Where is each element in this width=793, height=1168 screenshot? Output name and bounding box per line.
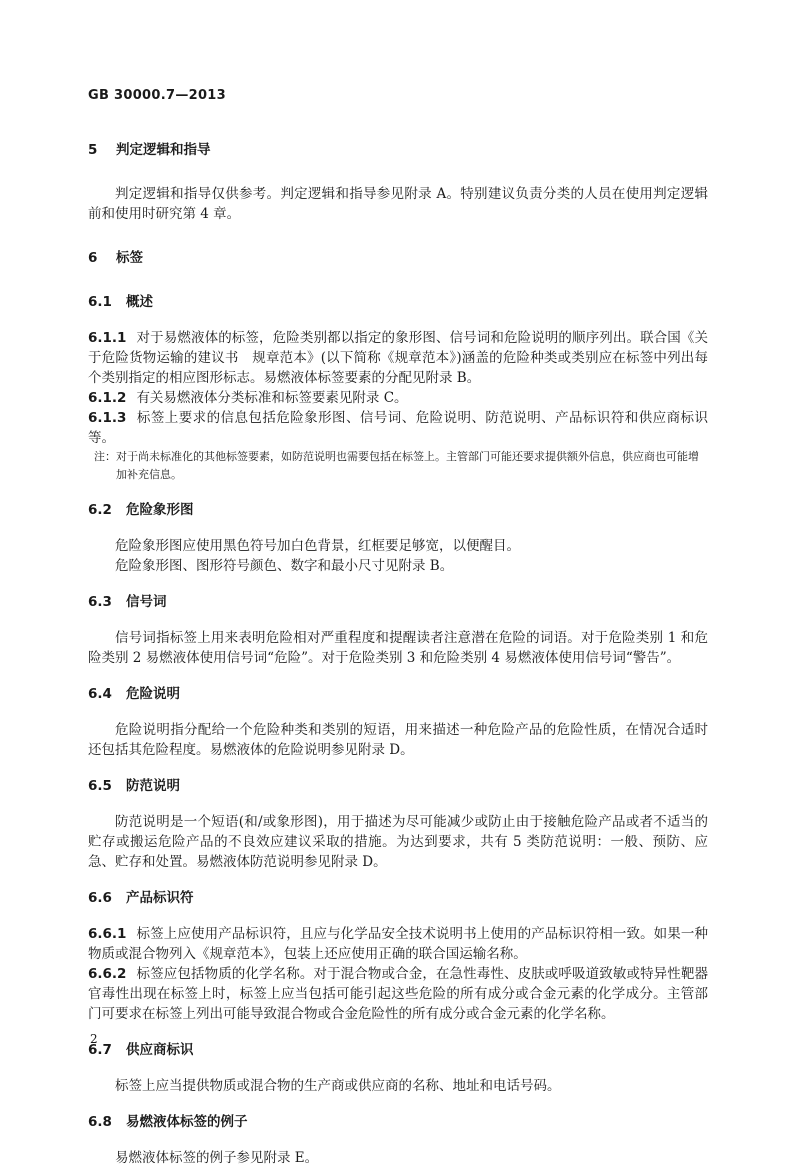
standard-code: GB 30000.7—2013 xyxy=(88,88,226,103)
section-number: 6 xyxy=(88,250,98,266)
section-title: 易燃液体标签的例子 xyxy=(126,1114,248,1130)
section-title: 信号词 xyxy=(126,594,167,610)
section-number: 6.1 xyxy=(88,294,112,310)
section-title: 判定逻辑和指导 xyxy=(116,142,211,158)
clause-6-6-1 xyxy=(88,924,708,964)
clause-number: 6.1.1 xyxy=(88,330,127,346)
clause-text: 对于易燃液体的标签，危险类别都以指定的象形图、信号词和危险说明的顺序列出。联合国《关于危险货物运输的建议书 规章范本》(以下简称《规章范本》)涵盖的危险种类或类别应在标签中列出每个类别指定的相应图形标志。易燃液体标签要素的分配见附录 B。 xyxy=(88,330,708,386)
heading-section-6-2 xyxy=(88,500,708,520)
clause-number: 6.6.2 xyxy=(88,966,127,982)
clause-number: 6.1.3 xyxy=(88,410,127,426)
clause-6-1-1 xyxy=(88,328,708,388)
section-title: 标签 xyxy=(116,250,143,266)
paragraph: 危险象形图、图形符号颜色、数字和最小尺寸见附录 B。 xyxy=(115,558,454,574)
heading-section-5 xyxy=(88,140,708,160)
section-title: 防范说明 xyxy=(126,778,180,794)
section-number: 6.8 xyxy=(88,1114,112,1130)
clause-6-1-3 xyxy=(88,408,708,448)
heading-section-6-7 xyxy=(88,1040,708,1060)
clause-text: 有关易燃液体分类标准和标签要素见附录 C。 xyxy=(136,390,408,406)
section-number: 5 xyxy=(88,142,98,158)
clause-6-1-2 xyxy=(88,388,708,408)
heading-section-6-6 xyxy=(88,888,708,908)
paragraph: 危险说明指分配给一个危险种类和类别的短语，用来描述一种危险产品的危险性质，在情况合适时还包括其危险程度。易燃液体的危险说明参见附录 D。 xyxy=(88,722,708,758)
paragraph: 标签上应当提供物质或混合物的生产商或供应商的名称、地址和电话号码。 xyxy=(115,1078,561,1094)
note-text: 对于尚未标准化的其他标签要素，如防范说明也需要包括在标签上。主管部门可能还要求提供额外信息，供应商也可能增加补充信息。 xyxy=(116,450,699,481)
clause-number: 6.6.1 xyxy=(88,926,127,942)
clause-text: 标签应包括物质的化学名称。对于混合物或合金，在急性毒性、皮肤或呼吸道致敏或特异性靶器官毒性出现在标签上时，标签上应当包括可能引起这些危险的所有成分或合金元素的化学成分。主管部门可要求在标签上列出可能导致混合物或合金危险性的所有成分或合金元素的化学名称。 xyxy=(88,966,708,1022)
section-number: 6.7 xyxy=(88,1042,112,1058)
heading-section-6-4 xyxy=(88,684,708,704)
section-title: 供应商标识 xyxy=(126,1042,194,1058)
heading-section-6-5 xyxy=(88,776,708,796)
heading-section-6-8 xyxy=(88,1112,708,1132)
clause-6-6-2 xyxy=(88,964,708,1024)
paragraph: 危险象形图应使用黑色符号加白色背景，红框要足够宽，以便醒目。 xyxy=(115,538,520,554)
section-number: 6.3 xyxy=(88,594,112,610)
paragraph: 判定逻辑和指导仅供参考。判定逻辑和指导参见附录 A。特别建议负责分类的人员在使用判定逻辑前和使用时研究第 4 章。 xyxy=(88,186,708,222)
clause-text: 标签上应使用产品标识符，且应与化学品安全技术说明书上使用的产品标识符相一致。如果一种物质或混合物列入《规章范本》，包装上还应使用正确的联合国运输名称。 xyxy=(88,926,708,962)
heading-section-6-1 xyxy=(88,292,708,312)
section-title: 概述 xyxy=(126,294,153,310)
section-title: 危险说明 xyxy=(126,686,180,702)
clause-text: 标签上要求的信息包括危险象形图、信号词、危险说明、防范说明、产品标识符和供应商标识等。 xyxy=(88,410,708,446)
section-number: 6.4 xyxy=(88,686,112,702)
section-number: 6.5 xyxy=(88,778,112,794)
heading-section-6-3 xyxy=(88,592,708,612)
note-label: 注： xyxy=(94,450,116,463)
section-title: 产品标识符 xyxy=(126,890,194,906)
paragraph: 防范说明是一个短语(和/或象形图)，用于描述为尽可能减少或防止由于接触危险产品或者不适当的贮存或搬运危险产品的不良效应建议采取的措施。为达到要求，共有 5 类防范说明：一般、预防、应急、贮存和处置。易燃液体防范说明参见附录 D。 xyxy=(88,814,708,870)
section-title: 危险象形图 xyxy=(126,502,194,518)
clause-number: 6.1.2 xyxy=(88,390,127,406)
paragraph: 易燃液体标签的例子参见附录 E。 xyxy=(115,1150,319,1166)
heading-section-6 xyxy=(88,248,708,268)
paragraph: 信号词指标签上用来表明危险相对严重程度和提醒读者注意潜在危险的词语。对于危险类别 1 和危险类别 2 易燃液体使用信号词“危险”。对于危险类别 3 和危险类别 4 易燃液体使用信号词“警告”。 xyxy=(88,630,708,666)
page-number: 2 xyxy=(90,1032,98,1046)
section-number: 6.2 xyxy=(88,502,112,518)
document-body xyxy=(88,140,708,1168)
section-number: 6.6 xyxy=(88,890,112,906)
note xyxy=(88,448,708,484)
